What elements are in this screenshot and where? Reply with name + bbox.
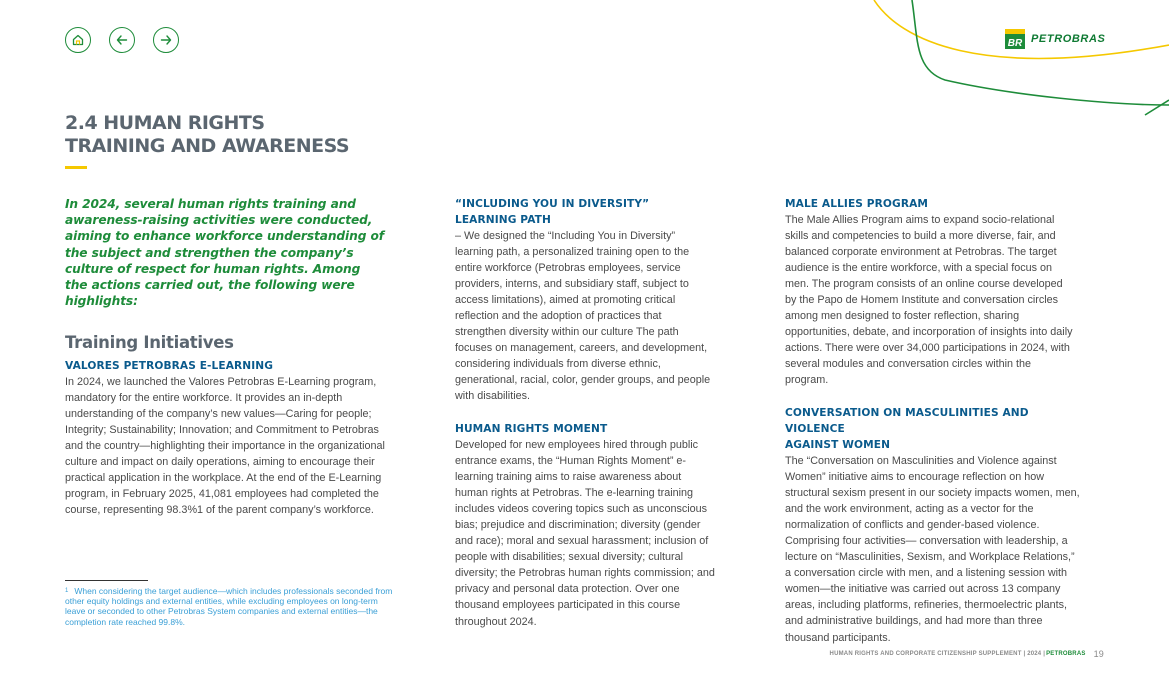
br-logo-mark — [1005, 29, 1025, 49]
svg-text:BR: BR — [1007, 38, 1023, 49]
page-title — [65, 112, 395, 158]
training-initiatives-title: Training Initiatives — [65, 333, 234, 352]
arrow-right-icon — [159, 33, 173, 47]
logo-wordmark: PETROBRAS — [1031, 33, 1106, 45]
conversation-heading-line-1: CONVERSATION ON MASCULINITIES AND VIOLENCE — [785, 407, 1029, 435]
footnote-text: When considering the target audience—which includes professionals seconded from other equity holdings and external entities, while excluding employees on long-term leave or seconded to other Petrobras System companies and external entities—the completion rate reached 99.8%. — [65, 586, 393, 627]
hr-moment-heading: HUMAN RIGHTS MOMENT — [455, 423, 608, 435]
footer-doc-title: HUMAN RIGHTS AND CORPORATE CITIZENSHIP SUPPLEMENT | 2024 | — [829, 651, 1046, 657]
decorative-curves — [860, 0, 1169, 120]
footer-brand: PETROBRAS — [1046, 651, 1086, 657]
valores-section — [65, 358, 395, 518]
including-body: – We designed the “Including You in Diversity” learning path, a personalized training open to the entire workforce (Petrobras employees, service providers, interns, and subsidiary staff, subject to access limitations), aimed at promoting critical reflection and the adoption of practices that strengthen diversity within our culture The path focuses on management, careers, and development, considering individuals from diverse ethnic, generational, racial, color, gender groups, and people with disabilities. — [455, 230, 711, 403]
title-underline — [65, 166, 87, 169]
including-heading-line-2: LEARNING PATH — [455, 214, 551, 226]
forward-button[interactable] — [153, 27, 179, 53]
including-section — [455, 196, 715, 405]
footnote-marker: 1 — [65, 588, 69, 594]
footnote — [65, 586, 395, 627]
page-title-line-2: TRAINING AND AWARENESS — [65, 135, 350, 157]
hr-moment-section — [455, 421, 715, 630]
including-heading-line-1: “INCLUDING YOU IN DIVERSITY” — [455, 198, 650, 210]
conversation-heading-line-2: AGAINST WOMEN — [785, 439, 891, 451]
page-number: 19 — [1093, 649, 1104, 659]
footnote-divider — [65, 580, 148, 581]
hr-moment-body: Developed for new employees hired through public entrance exams, the “Human Rights Moment” e-learning training aims to raise awareness about human rights at Petrobras. The e-learning training includes videos covering topics such as unconscious bias; prejudice and discrimination; diversity (gender and race); moral and sexual harassment; inclusion of people with disabilities; sexual diversity; cultural diversity; the Petrobras human rights commission; and privacy and personal data protection. Over one thousand employees participated in this course throughout 2024. — [455, 439, 715, 628]
petrobras-logo — [1005, 29, 1105, 49]
male-allies-section — [785, 196, 1075, 389]
page-title-line-1: 2.4 HUMAN RIGHTS — [65, 112, 265, 134]
home-button[interactable] — [65, 27, 91, 53]
conversation-body: The “Conversation on Masculinities and Violence against Women” initiative aims to encourage reflection on how structural sexism present in our society impacts women, men, and the work environment, acting as a vector for the normalization of conflicts and gender-based violence. Comprising four activities— conversation with leadership, a lecture on “Masculinities, Sexism, and Workplace Relations,” a conversation circle with men, and a listening session with women—the initiative was carried out across 13 company areas, including platforms, refineries, thermoelectric plants, and administrative buildings, and had more than three thousand participants. — [785, 455, 1080, 644]
intro-paragraph: In 2024, several human rights training and awareness-raising activities were conducted, aiming to enhance workforce understanding of the subject and strengthen the company’s culture of respect for human rights. Among the actions carried out, the following were highlights: — [65, 197, 384, 309]
home-icon — [71, 33, 85, 47]
back-button[interactable] — [109, 27, 135, 53]
including-heading — [455, 196, 715, 228]
male-allies-body: The Male Allies Program aims to expand socio-relational skills and competencies to build a more diverse, fair, and balanced corporate environment at Petrobras. The target audience is the entire workforce, with a special focus on men. The program consists of an online course developed by the Papo de Homem Institute and conversation circles among men designed to foster reflection, sharing opportunities, debate, and incorporation of insights into daily actions. There were over 34,000 participations in 2024, with several modules and conversation circles within the program. — [785, 214, 1073, 387]
conversation-section — [785, 405, 1080, 646]
valores-body: In 2024, we launched the Valores Petrobras E-Learning program, mandatory for the entire workforce. It provides an in-depth understanding of the company’s new values—Caring for people; Integrity; Sustainability; Innovation; and Commitment to Petrobras and the country—highlighting their importance in the organizational culture and impact on daily operations, aiming to encourage their practical application in the workplace. At the end of the E-Learning program, in February 2025, 41,081 employees had completed the course, representing 98.3%1 of the parent company’s workforce. — [65, 376, 385, 517]
valores-heading: VALORES PETROBRAS E-LEARNING — [65, 360, 274, 372]
page-footer — [830, 649, 1104, 659]
conversation-heading — [785, 405, 1080, 453]
arrow-left-icon — [115, 33, 129, 47]
male-allies-heading: MALE ALLIES PROGRAM — [785, 198, 929, 210]
